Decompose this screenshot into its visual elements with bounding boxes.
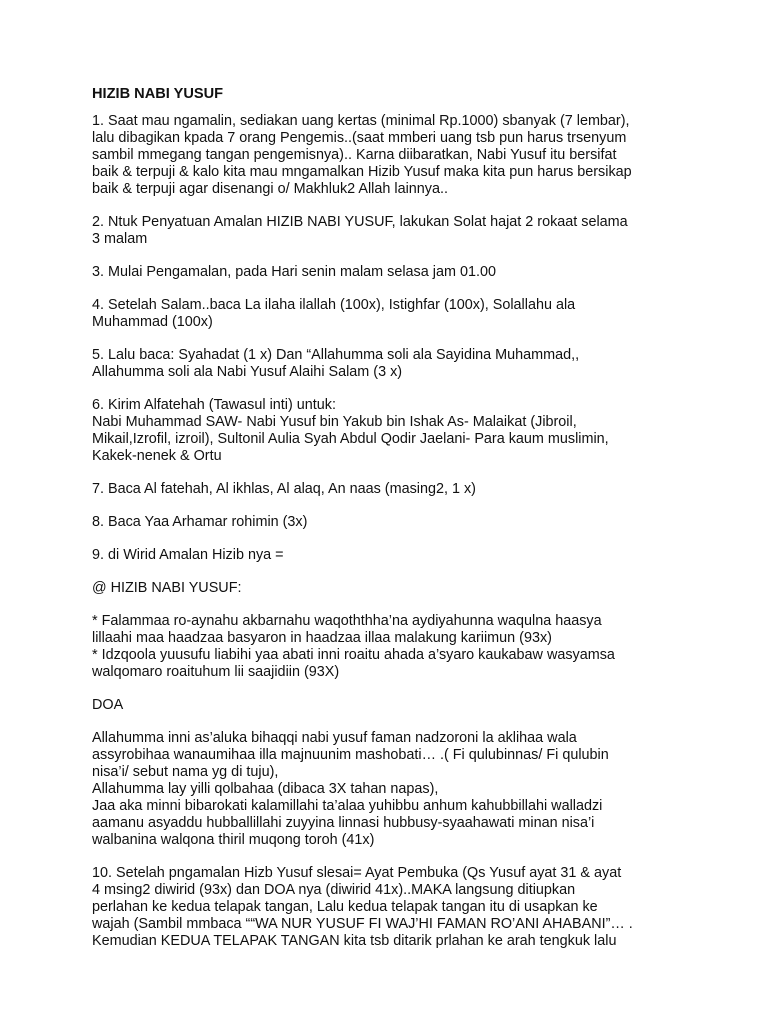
text-line: sambil mmegang tangan pengemisnya).. Karna diibaratkan, Nabi Yusuf itu bersifat <box>92 147 617 163</box>
text-line: Allahumma lay yilli qolbahaa (dibaca 3X tahan napas), <box>92 781 439 797</box>
text-line: aamanu asyaddu hubballillahi zuyyina linnasi hubbusy-syaahawati minan nisa’i <box>92 815 595 831</box>
text-line: 5. Lalu baca: Syahadat (1 x) Dan “Allahumma soli ala Sayidina Muhammad,, <box>92 347 580 363</box>
paragraph <box>92 547 692 564</box>
paragraph <box>92 580 692 597</box>
paragraph <box>92 347 692 381</box>
paragraph <box>92 697 692 714</box>
paragraph <box>92 613 692 681</box>
text-line: 4 msing2 diwirid (93x) dan DOA nya (diwirid 41x)..MAKA langsung ditiupkan <box>92 882 576 898</box>
text-line: 6. Kirim Alfatehah (Tawasul inti) untuk: <box>92 397 336 413</box>
text-line: walqomaro roaituhum lii saajidiin (93X) <box>92 664 340 680</box>
text-line: 3 malam <box>92 231 148 247</box>
text-line: 4. Setelah Salam..baca La ilaha ilallah (100x), Istighfar (100x), Solallahu ala <box>92 297 576 313</box>
text-line: baik & terpuji agar disenangi o/ Makhluk2 Allah lainnya.. <box>92 181 448 197</box>
document-body <box>92 113 692 950</box>
text-line: assyrobihaa wanaumihaa illa majnuunim mashobati… .( Fi qulubinnas/ Fi qulubin <box>92 747 609 763</box>
paragraph <box>92 113 692 198</box>
text-line: Kakek-nenek & Ortu <box>92 448 222 464</box>
paragraph <box>92 481 692 498</box>
text-line: DOA <box>92 697 124 713</box>
text-line: 10. Setelah pngamalan Hizb Yusuf slesai= Ayat Pembuka (Qs Yusuf ayat 31 & ayat <box>92 865 622 881</box>
text-line: Allahumma soli ala Nabi Yusuf Alaihi Salam (3 x) <box>92 364 403 380</box>
document-title: HIZIB NABI YUSUF <box>92 86 224 102</box>
document-page <box>92 86 692 966</box>
text-line: Jaa aka minni bibarokati kalamillahi ta’alaa yuhibbu anhum kahubbillahi walladzi <box>92 798 603 814</box>
paragraph <box>92 397 692 465</box>
paragraph <box>92 214 692 248</box>
text-line: lillaahi maa haadzaa basyaron in haadzaa illaa malakung kariimun (93x) <box>92 630 552 646</box>
text-line: 9. di Wirid Amalan Hizib nya = <box>92 547 284 563</box>
text-line: Mikail,Izrofil, izroil), Sultonil Aulia Syah Abdul Qodir Jaelani- Para kaum muslimin, <box>92 431 609 447</box>
text-line: walbanina walqona thiril muqong toroh (41x) <box>92 832 375 848</box>
text-line: wajah (Sambil mmbaca ““WA NUR YUSUF FI WAJ’HI FAMAN RO’ANI AHABANI”… . <box>92 916 633 932</box>
paragraph <box>92 730 692 849</box>
text-line: 8. Baca Yaa Arhamar rohimin (3x) <box>92 514 308 530</box>
text-line: Allahumma inni as’aluka bihaqqi nabi yusuf faman nadzoroni la aklihaa wala <box>92 730 577 746</box>
text-line: 7. Baca Al fatehah, Al ikhlas, Al alaq, An naas (masing2, 1 x) <box>92 481 476 497</box>
text-line: * Falammaa ro-aynahu akbarnahu waqoththha’na aydiyahunna waqulna haasya <box>92 613 602 629</box>
text-line: 2. Ntuk Penyatuan Amalan HIZIB NABI YUSUF, lakukan Solat hajat 2 rokaat selama <box>92 214 628 230</box>
text-line: Kemudian KEDUA TELAPAK TANGAN kita tsb ditarik prlahan ke arah tengkuk lalu <box>92 933 617 949</box>
text-line: Nabi Muhammad SAW- Nabi Yusuf bin Yakub bin Ishak As- Malaikat (Jibroil, <box>92 414 577 430</box>
text-line: baik & terpuji & kalo kita mau mngamalkan Hizib Yusuf maka kita pun harus bersikap <box>92 164 632 180</box>
text-line: 1. Saat mau ngamalin, sediakan uang kertas (minimal Rp.1000) sbanyak (7 lembar), <box>92 113 630 129</box>
text-line: 3. Mulai Pengamalan, pada Hari senin malam selasa jam 01.00 <box>92 264 496 280</box>
paragraph <box>92 264 692 281</box>
text-line: Muhammad (100x) <box>92 314 213 330</box>
text-line: perlahan ke kedua telapak tangan, Lalu kedua telapak tangan itu di usapkan ke <box>92 899 598 915</box>
text-line: @ HIZIB NABI YUSUF: <box>92 580 242 596</box>
paragraph <box>92 865 692 950</box>
text-line: * Idzqoola yuusufu liabihi yaa abati inni roaitu ahada a’syaro kaukabaw wasyamsa <box>92 647 615 663</box>
paragraph <box>92 297 692 331</box>
text-line: nisa’i/ sebut nama yg di tuju), <box>92 764 279 780</box>
paragraph <box>92 514 692 531</box>
text-line: lalu dibagikan kpada 7 orang Pengemis..(saat mmberi uang tsb pun harus trsenyum <box>92 130 627 146</box>
